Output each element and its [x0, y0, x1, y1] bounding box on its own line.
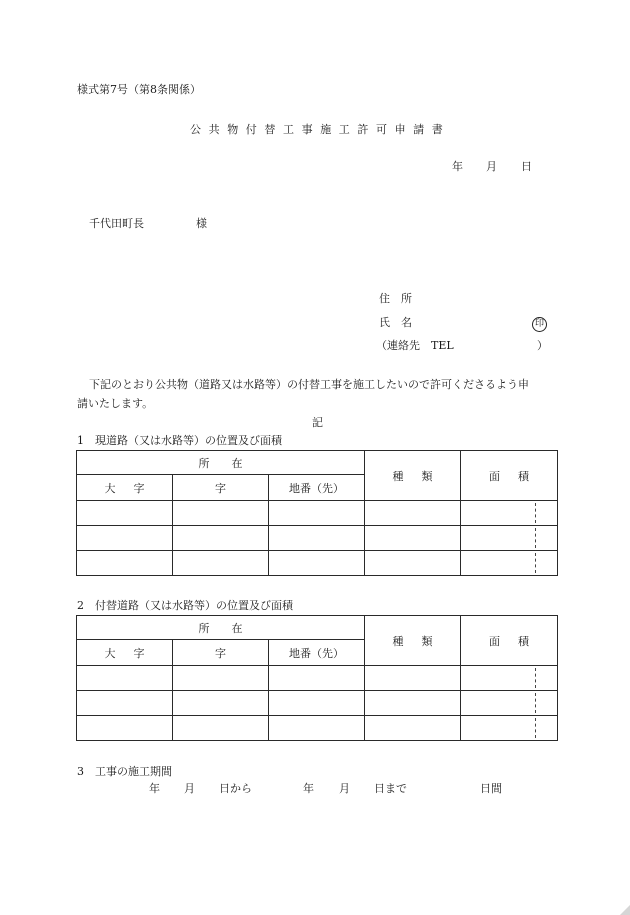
form-number: 様式第7号（第8条関係）	[77, 83, 201, 96]
name-label: 氏 名	[379, 316, 412, 329]
header-area: 面積	[461, 451, 558, 501]
cell-chiban[interactable]	[269, 526, 365, 551]
date-day: 日	[521, 160, 532, 173]
body-text-line2: 請いたします。	[77, 397, 154, 410]
section2-heading: 2 付替道路（又は水路等）の位置及び面積	[77, 599, 293, 612]
page-corner	[620, 905, 630, 915]
ki-heading: 記	[312, 416, 323, 429]
header-area: 面積	[461, 616, 558, 666]
header-oaza: 大字	[77, 640, 173, 666]
period-start-month: 月	[184, 782, 195, 795]
address-label: 住 所	[379, 292, 412, 305]
addressee-name: 千代田町長	[89, 217, 144, 230]
seal-glyph: 印	[532, 317, 547, 332]
section3-heading: 3 工事の施工期間	[77, 765, 172, 778]
addressee-honorific: 様	[196, 217, 207, 230]
cell-oaza[interactable]	[77, 526, 173, 551]
contact-label: （連絡先 TEL	[376, 339, 454, 352]
cell-area[interactable]	[461, 501, 558, 526]
cell-oaza[interactable]	[77, 501, 173, 526]
contact-close: ）	[537, 339, 548, 352]
cell-area[interactable]	[461, 551, 558, 576]
cell-aza[interactable]	[173, 526, 269, 551]
header-oaza: 大字	[77, 475, 173, 501]
cell-oaza[interactable]	[77, 716, 173, 741]
header-type: 種類	[365, 616, 461, 666]
cell-area[interactable]	[461, 666, 558, 691]
cell-aza[interactable]	[173, 551, 269, 576]
period-start-year: 年	[149, 782, 160, 795]
period-end-day: 日まで	[374, 782, 407, 795]
date-year: 年	[452, 160, 463, 173]
header-location: 所在	[77, 451, 365, 475]
cell-chiban[interactable]	[269, 691, 365, 716]
cell-area[interactable]	[461, 716, 558, 741]
cell-aza[interactable]	[173, 501, 269, 526]
cell-oaza[interactable]	[77, 666, 173, 691]
section1-table	[76, 450, 558, 576]
table-row	[77, 666, 558, 691]
table-row	[77, 691, 558, 716]
body-text-line1: 下記のとおり公共物（道路又は水路等）の付替工事を施工したいので許可くださるよう申	[89, 378, 529, 391]
period-end-month: 月	[339, 782, 350, 795]
cell-aza[interactable]	[173, 716, 269, 741]
cell-type[interactable]	[365, 716, 461, 741]
cell-type[interactable]	[365, 551, 461, 576]
cell-type[interactable]	[365, 691, 461, 716]
cell-chiban[interactable]	[269, 551, 365, 576]
table-row	[77, 501, 558, 526]
document-title: 公共物付替工事施工許可申請書	[190, 123, 451, 136]
header-chiban: 地番（先）	[269, 640, 365, 666]
cell-chiban[interactable]	[269, 501, 365, 526]
header-aza: 字	[173, 475, 269, 501]
cell-chiban[interactable]	[269, 716, 365, 741]
header-chiban: 地番（先）	[269, 475, 365, 501]
cell-area[interactable]	[461, 691, 558, 716]
cell-type[interactable]	[365, 501, 461, 526]
period-start-day: 日から	[219, 782, 252, 795]
cell-chiban[interactable]	[269, 666, 365, 691]
cell-oaza[interactable]	[77, 691, 173, 716]
table-row	[77, 551, 558, 576]
cell-type[interactable]	[365, 666, 461, 691]
cell-aza[interactable]	[173, 691, 269, 716]
period-days: 日間	[480, 782, 502, 795]
table-row	[77, 526, 558, 551]
table-row	[77, 716, 558, 741]
period-end-year: 年	[303, 782, 314, 795]
header-location: 所在	[77, 616, 365, 640]
cell-oaza[interactable]	[77, 551, 173, 576]
section2-table	[76, 615, 558, 741]
header-aza: 字	[173, 640, 269, 666]
header-type: 種類	[365, 451, 461, 501]
seal-mark	[532, 316, 547, 332]
date-month: 月	[486, 160, 497, 173]
section1-heading: 1 現道路（又は水路等）の位置及び面積	[77, 434, 282, 447]
cell-type[interactable]	[365, 526, 461, 551]
cell-aza[interactable]	[173, 666, 269, 691]
cell-area[interactable]	[461, 526, 558, 551]
